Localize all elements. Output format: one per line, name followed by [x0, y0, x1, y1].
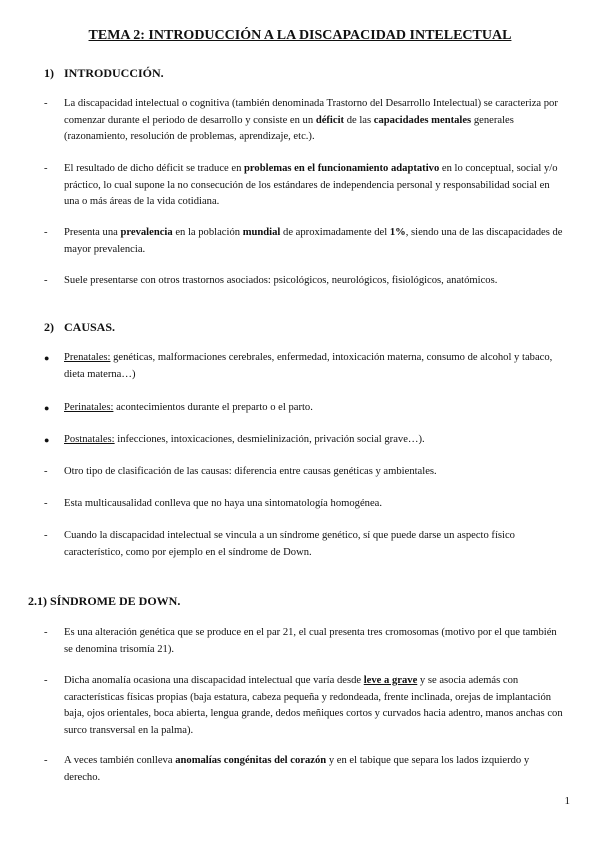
- page-title: TEMA 2: INTRODUCCIÓN A LA DISCAPACIDAD INTELECTUAL: [88, 28, 512, 43]
- text-run: Otro tipo de clasificación de las causas: diferencia entre causas genéticas y ambientales.: [64, 466, 437, 477]
- dash-marker: -: [44, 275, 48, 286]
- list-item: [44, 350, 564, 383]
- text-run: y se asocia además con características físicas propias (baja estatura, cabeza pequeña y redondeada, frente inclinada, orejas de implantación baja, ojos orientales, boca abierta, lengua grande, dedos meñiques cortos y curvados hacia adentro, manos anchas con surco transversal en la palma).: [64, 675, 563, 736]
- text-run: Presenta una: [64, 227, 121, 238]
- underlined-text: Perinatales:: [64, 402, 114, 413]
- paragraph-text: [64, 273, 564, 290]
- section-number: 1): [44, 66, 54, 80]
- bold-text: problemas en el funcionamiento adaptativo: [244, 163, 440, 174]
- text-run: infecciones, intoxicaciones, desmielinización, privación social grave…).: [114, 434, 425, 445]
- dash-marker: -: [44, 98, 48, 109]
- paragraph-text: [64, 464, 564, 481]
- text-run: La discapacidad intelectual o cognitiva (también denominada Trastorno del Desarrollo Intelectual) se caracteriza por comenzar durante el periodo de desarrollo y consiste en un: [64, 98, 558, 126]
- underlined-text: Postnatales:: [64, 434, 115, 445]
- paragraph-text: [64, 225, 564, 258]
- section-number: 2): [44, 320, 54, 334]
- section-heading-sindrome-down: 2.1) SÍNDROME DE DOWN.: [28, 594, 181, 608]
- bullet-marker: ●: [44, 353, 50, 363]
- text-run: de aproximadamente del: [280, 227, 390, 238]
- dash-marker: -: [44, 498, 48, 509]
- text-run: Es una alteración genética que se produce en el par 21, el cual presenta tres cromosomas (motivo por el que también se denomina trisomía 21).: [64, 627, 557, 655]
- paragraph-text: [64, 96, 564, 146]
- paragraph-text: [64, 528, 564, 561]
- list-item: [44, 496, 564, 513]
- list-item: [44, 753, 564, 786]
- bold-text: déficit: [315, 114, 345, 126]
- text-run: y en el tabique que separa los lados izquierdo y derecho.: [64, 755, 530, 783]
- text-run: en lo conceptual, social y/o práctico, lo cual supone la no consecución de los estándares de independencia personal y responsabilidad social en una o más áreas de la vida cotidiana.: [64, 163, 558, 207]
- underlined-text: Prenatales:: [64, 352, 111, 363]
- list-item: [44, 625, 564, 658]
- section-title: INTRODUCCIÓN.: [64, 66, 164, 80]
- section-title: CAUSAS.: [64, 320, 116, 334]
- list-item: [44, 673, 564, 739]
- dash-marker: -: [44, 530, 48, 541]
- dash-marker: -: [44, 675, 48, 686]
- paragraph-text: [64, 753, 564, 786]
- text-run: El resultado de dicho déficit se traduce en: [64, 163, 245, 174]
- paragraph-text: [64, 673, 564, 739]
- section-heading-causas: [44, 320, 115, 335]
- paragraph-text: [64, 625, 564, 658]
- text-run: Suele presentarse con otros trastornos asociados: psicológicos, neurológicos, fisiológicos, anatómicos.: [64, 275, 498, 286]
- list-item: [44, 464, 564, 481]
- bold-text: 1%: [389, 227, 406, 238]
- dash-marker: -: [44, 227, 48, 238]
- list-item: [44, 400, 564, 417]
- text-run: Esta multicausalidad conlleva que no haya una sintomatología homogénea.: [64, 498, 383, 509]
- bold-underlined-text: leve a grave: [363, 675, 418, 686]
- text-run: Dicha anomalía ocasiona una discapacidad intelectual que varía desde: [64, 675, 364, 686]
- list-item: [44, 528, 564, 561]
- bullet-marker: ●: [44, 403, 50, 413]
- text-run: en la población: [172, 227, 243, 238]
- list-item: [44, 273, 564, 290]
- paragraph-text: [64, 161, 564, 211]
- dash-marker: -: [44, 755, 48, 766]
- text-run: , siendo una de las discapacidades de mayor prevalencia.: [64, 227, 563, 255]
- list-item: [44, 432, 564, 449]
- bold-text: prevalencia: [120, 227, 173, 238]
- bold-text: mundial: [242, 227, 281, 238]
- section-heading-introduccion: [44, 66, 164, 81]
- dash-marker: -: [44, 466, 48, 477]
- list-item: [44, 161, 564, 211]
- dash-marker: -: [44, 163, 48, 174]
- text-run: generales (razonamiento, resolución de problemas, aprendizaje, etc.).: [64, 114, 514, 142]
- bold-text: anomalías congénitas del corazón: [175, 755, 327, 766]
- text-run: de las: [344, 114, 374, 126]
- paragraph-text: [64, 432, 564, 449]
- paragraph-text: [64, 350, 564, 383]
- paragraph-text: [64, 496, 564, 513]
- page-number: 1: [564, 795, 570, 807]
- list-item: [44, 96, 564, 146]
- dash-marker: -: [44, 627, 48, 638]
- text-run: A veces también conlleva: [64, 755, 176, 766]
- text-run: acontecimientos durante el preparto o el parto.: [113, 402, 313, 413]
- bullet-marker: ●: [44, 435, 50, 445]
- paragraph-text: [64, 400, 564, 417]
- text-run: genéticas, malformaciones cerebrales, enfermedad, intoxicación materna, consumo de alcohol y tabaco, dieta materna…): [64, 352, 553, 380]
- bold-text: capacidades mentales: [373, 114, 472, 126]
- text-run: Cuando la discapacidad intelectual se vincula a un síndrome genético, sí que puede darse un aspecto físico característico, como por ejemplo en el síndrome de Down.: [64, 530, 515, 558]
- list-item: [44, 225, 564, 258]
